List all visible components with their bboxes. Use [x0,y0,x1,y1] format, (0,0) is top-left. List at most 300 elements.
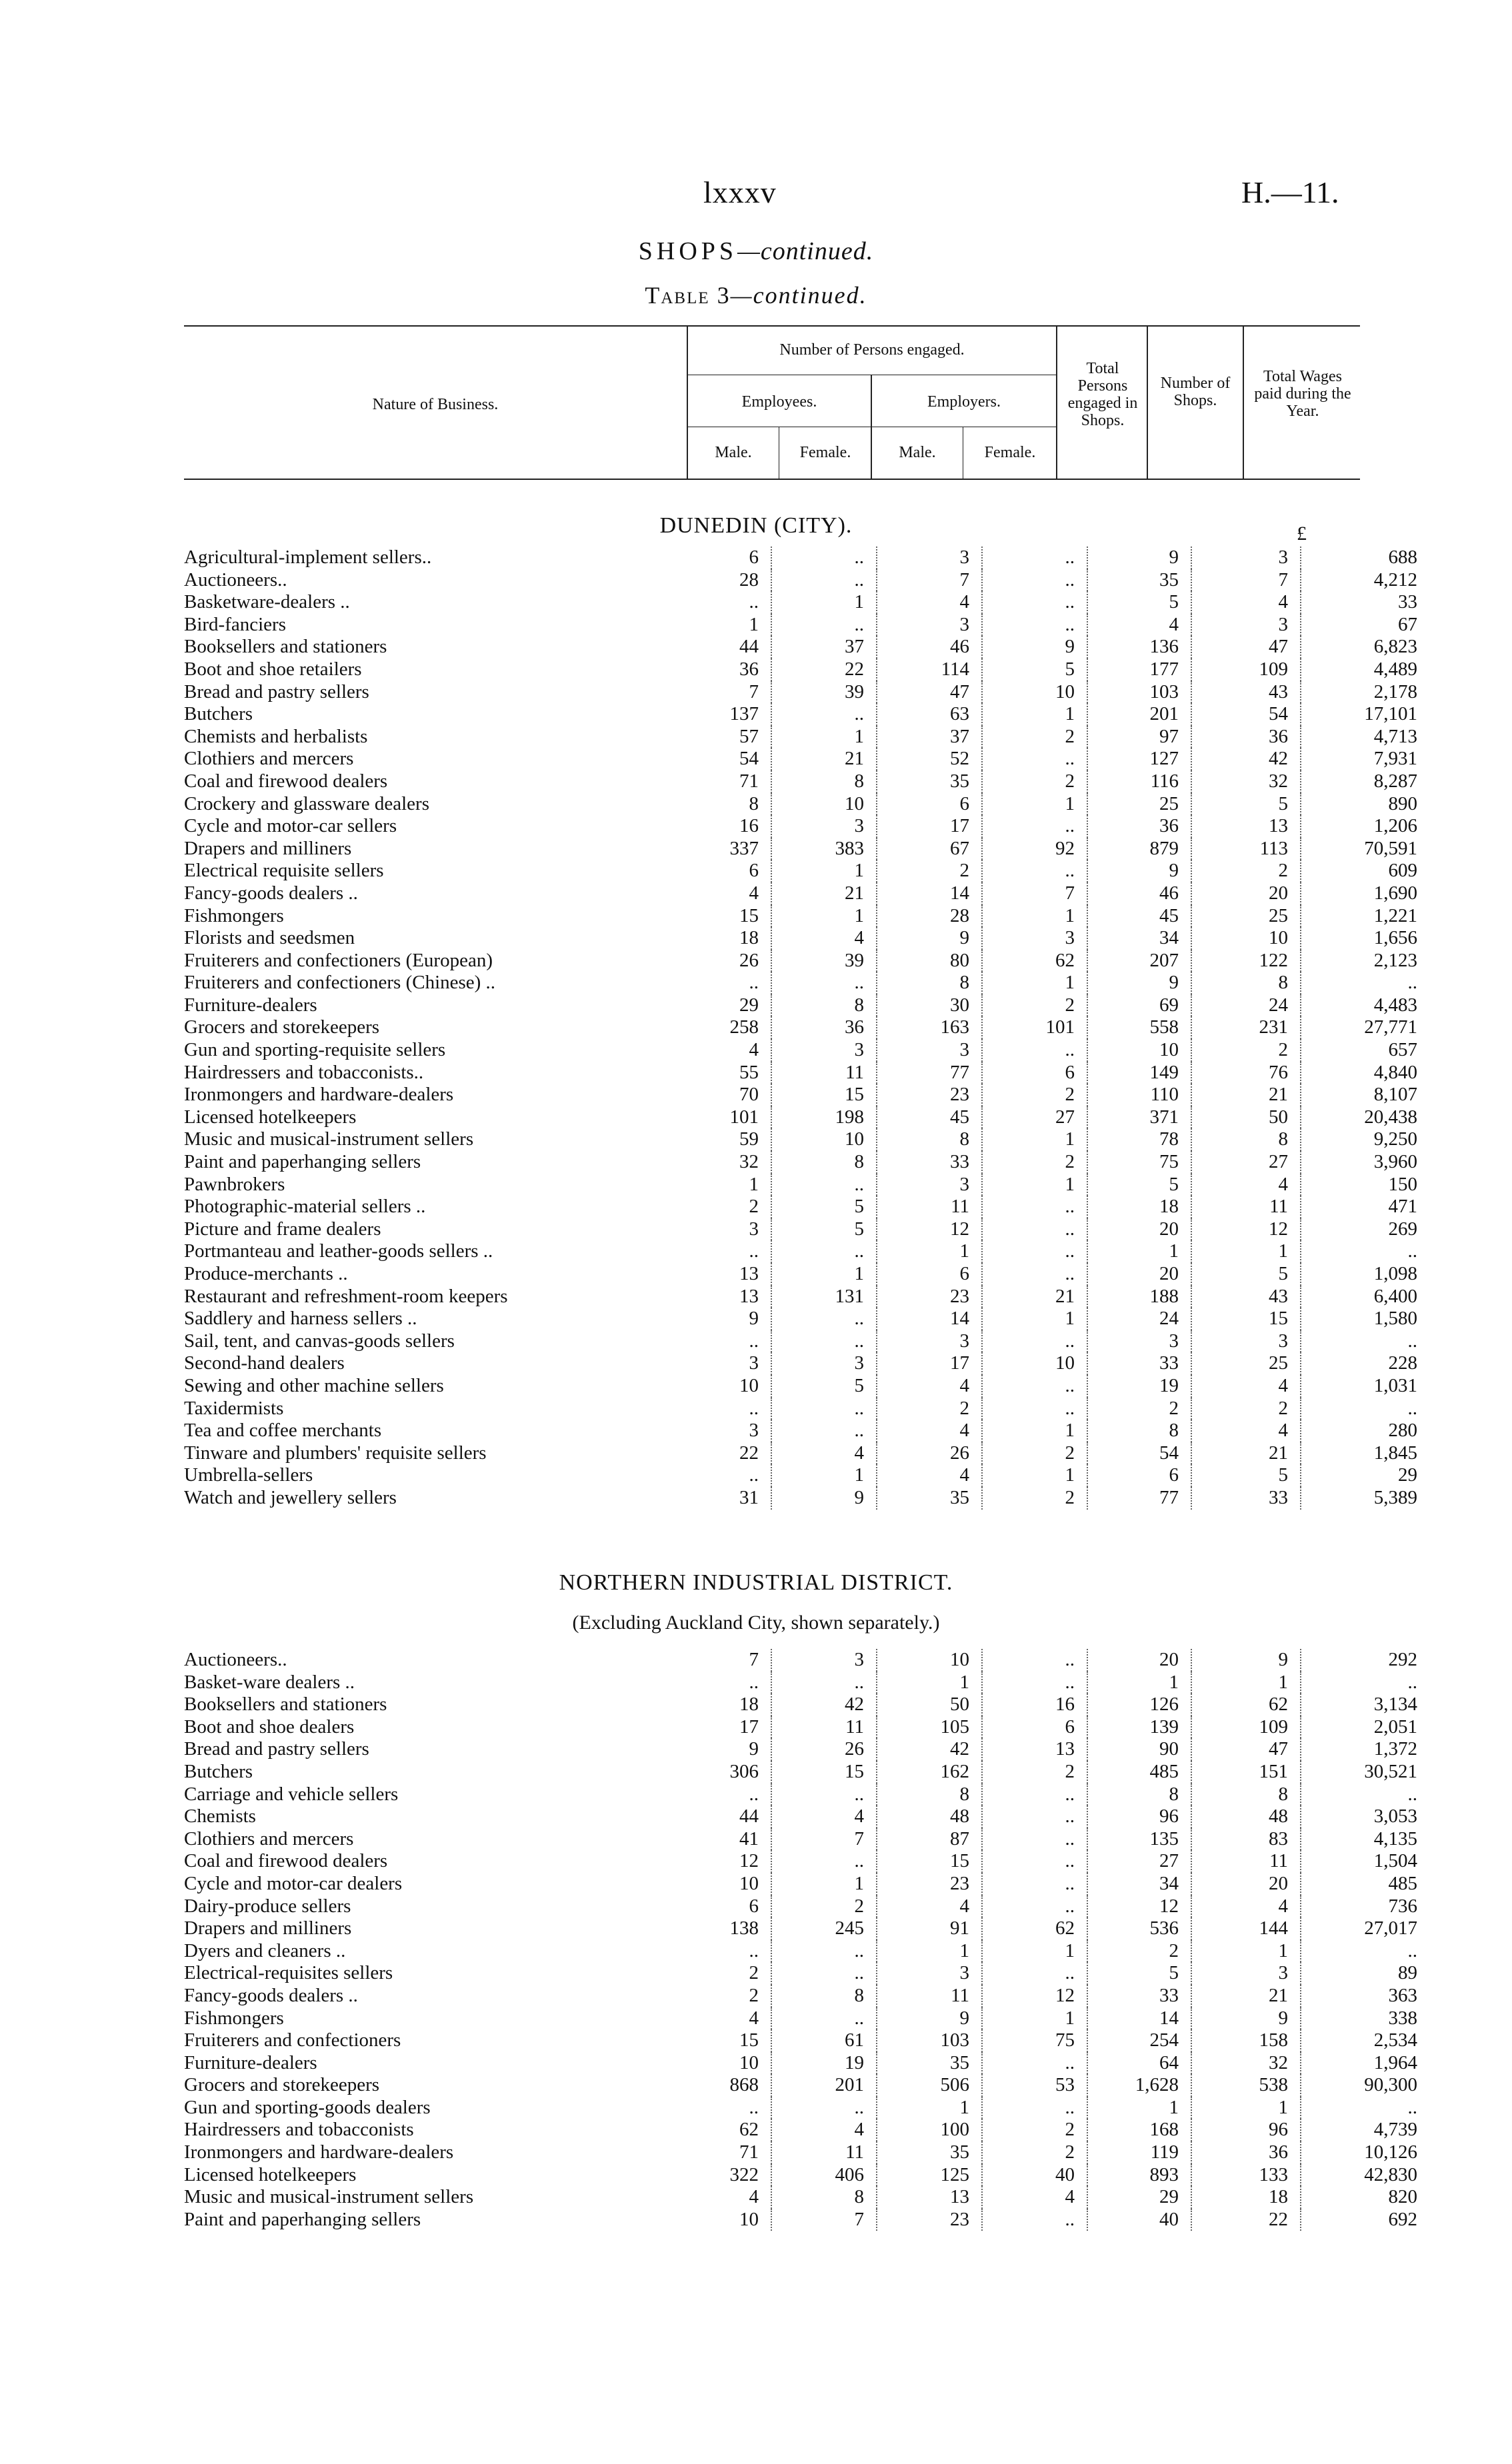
total-wages-cell: 10,126 [1301,2141,1429,2164]
employees-male-cell: 3 [749,1352,759,1374]
employers-female-cell: .. [982,2209,1087,2231]
total-wages-cell: 1,504 [1301,1850,1429,1873]
title-suffix: —continued. [737,237,874,265]
employers-female-cell: 75 [982,2029,1087,2052]
employers-male-cell: 35 [877,2141,982,2164]
total-persons-cell: 2 [1087,1940,1191,1963]
business-name: Florists and seedsmen [184,927,357,948]
employees-male-cell: 16 [739,815,759,837]
number-of-shops-cell: 36 [1191,726,1301,748]
table-row [184,1128,1429,1151]
employers-female-cell: 12 [982,1985,1087,2007]
business-name-cell [184,1420,668,1442]
employees-female-cell: 1 [771,1873,877,1895]
employees-male-cell: 4 [749,2007,759,2029]
business-name-cell [184,658,668,681]
employees-female-cell: .. [771,2097,877,2119]
total-wages-cell: 1,580 [1301,1308,1429,1330]
business-name: Taxidermists [184,1398,286,1419]
table-row [184,1806,1429,1828]
total-persons-cell: 29 [1087,2186,1191,2209]
employers-male-cell: 9 [877,927,982,950]
table-row [184,2186,1429,2209]
total-wages-cell: 338 [1301,2007,1429,2030]
number-of-shops-cell: 109 [1191,1716,1301,1739]
employees-female-cell: 8 [771,994,877,1017]
total-persons-cell: 24 [1087,1308,1191,1330]
employers-male-cell: 162 [877,1761,982,1784]
business-name-cell [184,1196,668,1218]
number-of-shops-cell: 21 [1191,1084,1301,1106]
employers-male-cell: 35 [877,2052,982,2075]
employers-female-cell: 2 [982,994,1087,1017]
business-name: Fancy-goods dealers .. [184,1985,361,2006]
total-wages-cell: 4,483 [1301,994,1429,1017]
employees-male-cell: 1 [749,613,759,635]
employers-male-cell: 14 [877,1308,982,1330]
total-wages-cell: 4,135 [1301,1828,1429,1851]
total-persons-cell: 893 [1087,2164,1191,2187]
total-persons-cell: 18 [1087,1196,1191,1218]
business-name-cell [184,2186,668,2209]
number-of-shops-cell: 5 [1191,793,1301,816]
employees-female-cell: 11 [771,2141,877,2164]
business-name: Music and musical-instrument sellers [184,1128,476,1150]
employees-male-cell: 70 [739,1084,759,1106]
total-persons-cell: 20 [1087,1263,1191,1286]
table-row [184,1464,1429,1487]
employers-female-cell: .. [982,1330,1087,1353]
table-row [184,1917,1429,1940]
total-persons-cell: 103 [1087,681,1191,704]
total-wages-cell: .. [1301,1330,1429,1353]
table-row [184,1375,1429,1398]
business-name-cell [184,950,668,972]
number-of-shops-cell: 133 [1191,2164,1301,2187]
total-wages-cell: 1,031 [1301,1375,1429,1398]
business-name: Auctioneers.. [184,569,290,591]
business-name-cell [184,1308,668,1330]
total-persons-cell: 97 [1087,726,1191,748]
business-name-cell [184,1487,668,1510]
business-name-cell [184,1062,668,1084]
business-name-cell [184,1398,668,1420]
table-row [184,927,1429,950]
employees-female-cell: 1 [771,1263,877,1286]
total-wages-cell: 1,206 [1301,815,1429,838]
employees-female-cell: 39 [771,681,877,704]
business-name-cell [184,793,668,816]
employees-female-cell: .. [771,547,877,569]
number-of-shops-cell: 9 [1191,1649,1301,1672]
employers-female-cell: .. [982,1784,1087,1806]
business-name: Crockery and glassware dealers [184,793,432,814]
business-name: Coal and firewood dealers [184,1850,390,1871]
total-persons-cell: 64 [1087,2052,1191,2075]
business-name: Bird-fanciers [184,614,289,635]
number-of-shops-cell: 47 [1191,636,1301,658]
total-wages-cell: .. [1301,1784,1429,1806]
total-persons-cell: 9 [1087,860,1191,882]
table-row [184,1716,1429,1739]
employees-male-cell: 10 [739,1872,759,1894]
number-of-shops-cell: 22 [1191,2209,1301,2231]
table-row [184,1286,1429,1308]
total-wages-cell: 363 [1301,1985,1429,2007]
number-of-shops-cell: 4 [1191,1375,1301,1398]
employees-male-cell: .. [749,1330,759,1352]
number-of-shops-cell: 21 [1191,1985,1301,2007]
table-row [184,905,1429,928]
employees-male-cell: 18 [739,1694,759,1716]
business-name: Clothiers and mercers [184,1828,356,1849]
total-wages-cell: 27,771 [1301,1016,1429,1039]
total-wages-cell: 3,134 [1301,1694,1429,1716]
total-wages-cell: 42,830 [1301,2164,1429,2187]
employees-female-cell: 1 [771,591,877,614]
employers-male-cell: 3 [877,1039,982,1062]
number-of-shops-cell: 7 [1191,569,1301,592]
employees-female-cell: 42 [771,1694,877,1716]
employees-male-cell: 2 [749,1196,759,1218]
total-wages-cell: .. [1301,972,1429,994]
employers-female-cell: 9 [982,636,1087,658]
employees-male-cell: 7 [749,680,759,702]
total-persons-cell: 879 [1087,838,1191,860]
business-name: Drapers and milliners [184,1917,354,1939]
employers-female-cell: 2 [982,1487,1087,1510]
employers-female-cell: .. [982,2052,1087,2075]
employees-female-cell: 19 [771,2052,877,2075]
total-wages-cell: 609 [1301,860,1429,882]
table-row [184,1828,1429,1851]
table-row [184,2164,1429,2187]
employers-female-cell: 62 [982,950,1087,972]
employers-female-cell: 1 [982,1940,1087,1963]
total-wages-cell: 485 [1301,1873,1429,1895]
table-row [184,2052,1429,2075]
employers-male-cell: 3 [877,1174,982,1196]
business-name-cell [184,1218,668,1241]
business-name: Coal and firewood dealers [184,770,390,792]
header-number-engaged: Number of Persons engaged. [779,341,965,359]
table-row [184,1174,1429,1196]
table-row [184,793,1429,816]
business-name: Butchers [184,703,255,724]
employers-female-cell: .. [982,1039,1087,1062]
header-total-wages: Total Wages paid during the Year. [1254,368,1351,420]
table-row [184,1940,1429,1963]
employers-female-cell: .. [982,1873,1087,1895]
table-row [184,972,1429,994]
business-name-cell [184,681,668,704]
table-row [184,1263,1429,1286]
employees-female-cell: .. [771,1174,877,1196]
employers-female-cell: 1 [982,793,1087,816]
total-persons-cell: 201 [1087,703,1191,726]
total-persons-cell: 34 [1087,927,1191,950]
business-name: Paint and paperhanging sellers [184,2209,423,2230]
table-row [184,1850,1429,1873]
business-name: Saddlery and harness sellers .. [184,1308,420,1329]
employees-male-cell: 868 [729,2074,759,2096]
total-wages-cell: 29 [1301,1464,1429,1487]
business-name-cell [184,770,668,793]
total-wages-cell: 269 [1301,1218,1429,1241]
employees-female-cell: 3 [771,1039,877,1062]
employees-female-cell: 15 [771,1761,877,1784]
business-name: Carriage and vehicle sellers [184,1784,401,1805]
total-wages-cell: 30,521 [1301,1761,1429,1784]
employees-female-cell: 7 [771,2209,877,2231]
total-persons-cell: 207 [1087,950,1191,972]
total-persons-cell: 168 [1087,2119,1191,2141]
total-wages-cell: 4,489 [1301,658,1429,681]
number-of-shops-cell: 96 [1191,2119,1301,2141]
business-name: Hairdressers and tobacconists.. [184,1062,426,1083]
employees-female-cell: .. [771,703,877,726]
business-name: Fishmongers [184,905,287,926]
employees-female-cell: .. [771,614,877,636]
employers-male-cell: 47 [877,681,982,704]
total-persons-cell: 77 [1087,1487,1191,1510]
employees-male-cell: 306 [729,1760,759,1782]
subtitle-main: Table 3 [645,282,731,309]
employees-female-cell: 5 [771,1196,877,1218]
total-persons-cell: 45 [1087,905,1191,928]
employers-female-cell: 10 [982,1352,1087,1375]
business-name: Music and musical-instrument sellers [184,2186,476,2207]
number-of-shops-cell: 2 [1191,860,1301,882]
business-name-cell [184,1694,668,1716]
business-name: Booksellers and stationers [184,1694,389,1715]
employers-male-cell: 23 [877,1084,982,1106]
employees-male-cell: 138 [729,1917,759,1939]
header-divider [1243,325,1244,479]
total-wages-cell: 1,098 [1301,1263,1429,1286]
business-name-cell [184,815,668,838]
total-wages-cell: 2,534 [1301,2029,1429,2052]
table-row [184,1196,1429,1218]
employers-female-cell: 40 [982,2164,1087,2187]
employees-male-cell: .. [749,591,759,613]
employees-female-cell: 1 [771,860,877,882]
number-of-shops-cell: 15 [1191,1308,1301,1330]
employees-male-cell: .. [749,1464,759,1486]
employees-female-cell: 26 [771,1738,877,1761]
employees-male-cell: 17 [739,1716,759,1738]
number-of-shops-cell: 158 [1191,2029,1301,2052]
employees-male-cell: 4 [749,2186,759,2208]
employers-female-cell: .. [982,1240,1087,1263]
number-of-shops-cell: 109 [1191,658,1301,681]
employers-male-cell: 91 [877,1917,982,1940]
total-persons-cell: 40 [1087,2209,1191,2231]
business-name: Boot and shoe retailers [184,658,365,680]
table-row [184,1308,1429,1330]
employers-male-cell: 3 [877,1962,982,1985]
business-name: Gun and sporting-goods dealers [184,2097,433,2118]
employers-male-cell: 4 [877,591,982,614]
table-row [184,1039,1429,1062]
employees-male-cell: 28 [739,569,759,591]
total-wages-cell: 9,250 [1301,1128,1429,1151]
total-wages-cell: 27,017 [1301,1917,1429,1940]
number-of-shops-cell: 33 [1191,1487,1301,1510]
employees-female-cell: 21 [771,882,877,905]
business-name-cell [184,1263,668,1286]
table-row [184,1442,1429,1465]
employees-female-cell: 8 [771,2186,877,2209]
employers-male-cell: 23 [877,2209,982,2231]
table-row [184,1330,1429,1353]
employees-female-cell: 383 [771,838,877,860]
number-of-shops-cell: 10 [1191,927,1301,950]
table-row [184,569,1429,592]
business-name: Portmanteau and leather-goods sellers .. [184,1240,495,1262]
total-persons-cell: 119 [1087,2141,1191,2164]
total-wages-cell: 17,101 [1301,703,1429,726]
employers-female-cell: 62 [982,1917,1087,1940]
employers-female-cell: 2 [982,726,1087,748]
employers-male-cell: 103 [877,2029,982,2052]
employees-female-cell: 1 [771,905,877,928]
employers-female-cell: .. [982,1398,1087,1420]
table-row [184,1985,1429,2007]
employees-female-cell: 198 [771,1106,877,1129]
employees-male-cell: 101 [729,1106,759,1128]
page-reference: H.—11. [1241,175,1339,209]
business-name-cell [184,2052,668,2075]
total-persons-cell: 1 [1087,1672,1191,1694]
business-name: Butchers [184,1761,255,1782]
total-wages-cell: 70,591 [1301,838,1429,860]
table-row [184,591,1429,614]
total-wages-cell: 2,051 [1301,1716,1429,1739]
business-name-cell [184,1895,668,1918]
employers-female-cell: .. [982,569,1087,592]
total-wages-cell: 1,964 [1301,2052,1429,2075]
total-persons-cell: 254 [1087,2029,1191,2052]
employers-female-cell: 2 [982,2119,1087,2141]
business-name-cell [184,1917,668,1940]
business-name-cell [184,547,668,569]
employers-female-cell: .. [982,815,1087,838]
employers-female-cell: 1 [982,972,1087,994]
total-wages-cell: 292 [1301,1649,1429,1672]
employees-female-cell: 4 [771,2119,877,2141]
employees-male-cell: 62 [739,2119,759,2141]
employers-male-cell: 42 [877,1738,982,1761]
business-name-cell [184,1151,668,1174]
employers-male-cell: 35 [877,770,982,793]
table-row [184,636,1429,658]
business-name: Chemists and herbalists [184,726,370,747]
number-of-shops-cell: 1 [1191,1672,1301,1694]
table-row [184,2209,1429,2231]
employees-male-cell: 18 [739,927,759,949]
employees-female-cell: 21 [771,748,877,770]
business-name-cell [184,1352,668,1375]
employees-female-cell: .. [771,1784,877,1806]
table-row [184,1738,1429,1761]
total-persons-cell: 485 [1087,1761,1191,1784]
employers-female-cell: .. [982,1828,1087,1851]
employees-male-cell: 13 [739,1263,759,1284]
employers-female-cell: .. [982,1962,1087,1985]
employers-female-cell: 2 [982,1151,1087,1174]
table-row [184,658,1429,681]
total-persons-cell: 69 [1087,994,1191,1017]
total-wages-cell: 820 [1301,2186,1429,2209]
number-of-shops-cell: 8 [1191,1784,1301,1806]
employers-female-cell: .. [982,547,1087,569]
number-of-shops-cell: 1 [1191,2097,1301,2119]
employees-female-cell: 11 [771,1716,877,1739]
employees-male-cell: .. [749,1240,759,1262]
total-wages-cell: 4,713 [1301,726,1429,748]
employees-female-cell: 22 [771,658,877,681]
business-name-cell [184,614,668,636]
employees-male-cell: 3 [749,1420,759,1442]
total-wages-cell: .. [1301,1940,1429,1963]
employees-female-cell: .. [771,1330,877,1353]
employees-male-cell: 337 [729,837,759,859]
number-of-shops-cell: 4 [1191,1895,1301,1918]
business-name: Booksellers and stationers [184,636,389,657]
employers-male-cell: 11 [877,1985,982,2007]
employers-male-cell: 3 [877,1330,982,1353]
number-of-shops-cell: 83 [1191,1828,1301,1851]
business-name-cell [184,1286,668,1308]
header-top-rule [184,325,1360,327]
business-name-cell [184,1464,668,1487]
business-name: Agricultural-implement sellers.. [184,547,434,568]
business-name-cell [184,1442,668,1465]
employees-male-cell: 10 [739,2051,759,2073]
table-row [184,1240,1429,1263]
number-of-shops-cell: 144 [1191,1917,1301,1940]
employees-female-cell: .. [771,2007,877,2030]
employees-male-cell: 41 [739,1828,759,1849]
business-name-cell [184,2097,668,2119]
header-employers-male: Male. [899,444,936,461]
total-wages-cell: 1,656 [1301,927,1429,950]
employees-male-cell: 6 [749,547,759,568]
total-persons-cell: 35 [1087,569,1191,592]
total-persons-cell: 8 [1087,1784,1191,1806]
table-row [184,1873,1429,1895]
total-persons-cell: 2 [1087,1398,1191,1420]
total-wages-cell: .. [1301,1672,1429,1694]
total-persons-cell: 558 [1087,1016,1191,1039]
total-persons-cell: 371 [1087,1106,1191,1129]
total-persons-cell: 177 [1087,658,1191,681]
total-persons-cell: 135 [1087,1828,1191,1851]
table-row [184,1784,1429,1806]
total-persons-cell: 20 [1087,1649,1191,1672]
employees-female-cell: .. [771,1940,877,1963]
employers-female-cell: .. [982,860,1087,882]
number-of-shops-cell: 113 [1191,838,1301,860]
employers-male-cell: 6 [877,1263,982,1286]
employees-male-cell: 26 [739,949,759,971]
total-persons-cell: 46 [1087,882,1191,905]
business-name: Dairy-produce sellers [184,1895,353,1917]
total-wages-cell: 20,438 [1301,1106,1429,1129]
employers-female-cell: .. [982,748,1087,770]
employers-male-cell: 3 [877,614,982,636]
